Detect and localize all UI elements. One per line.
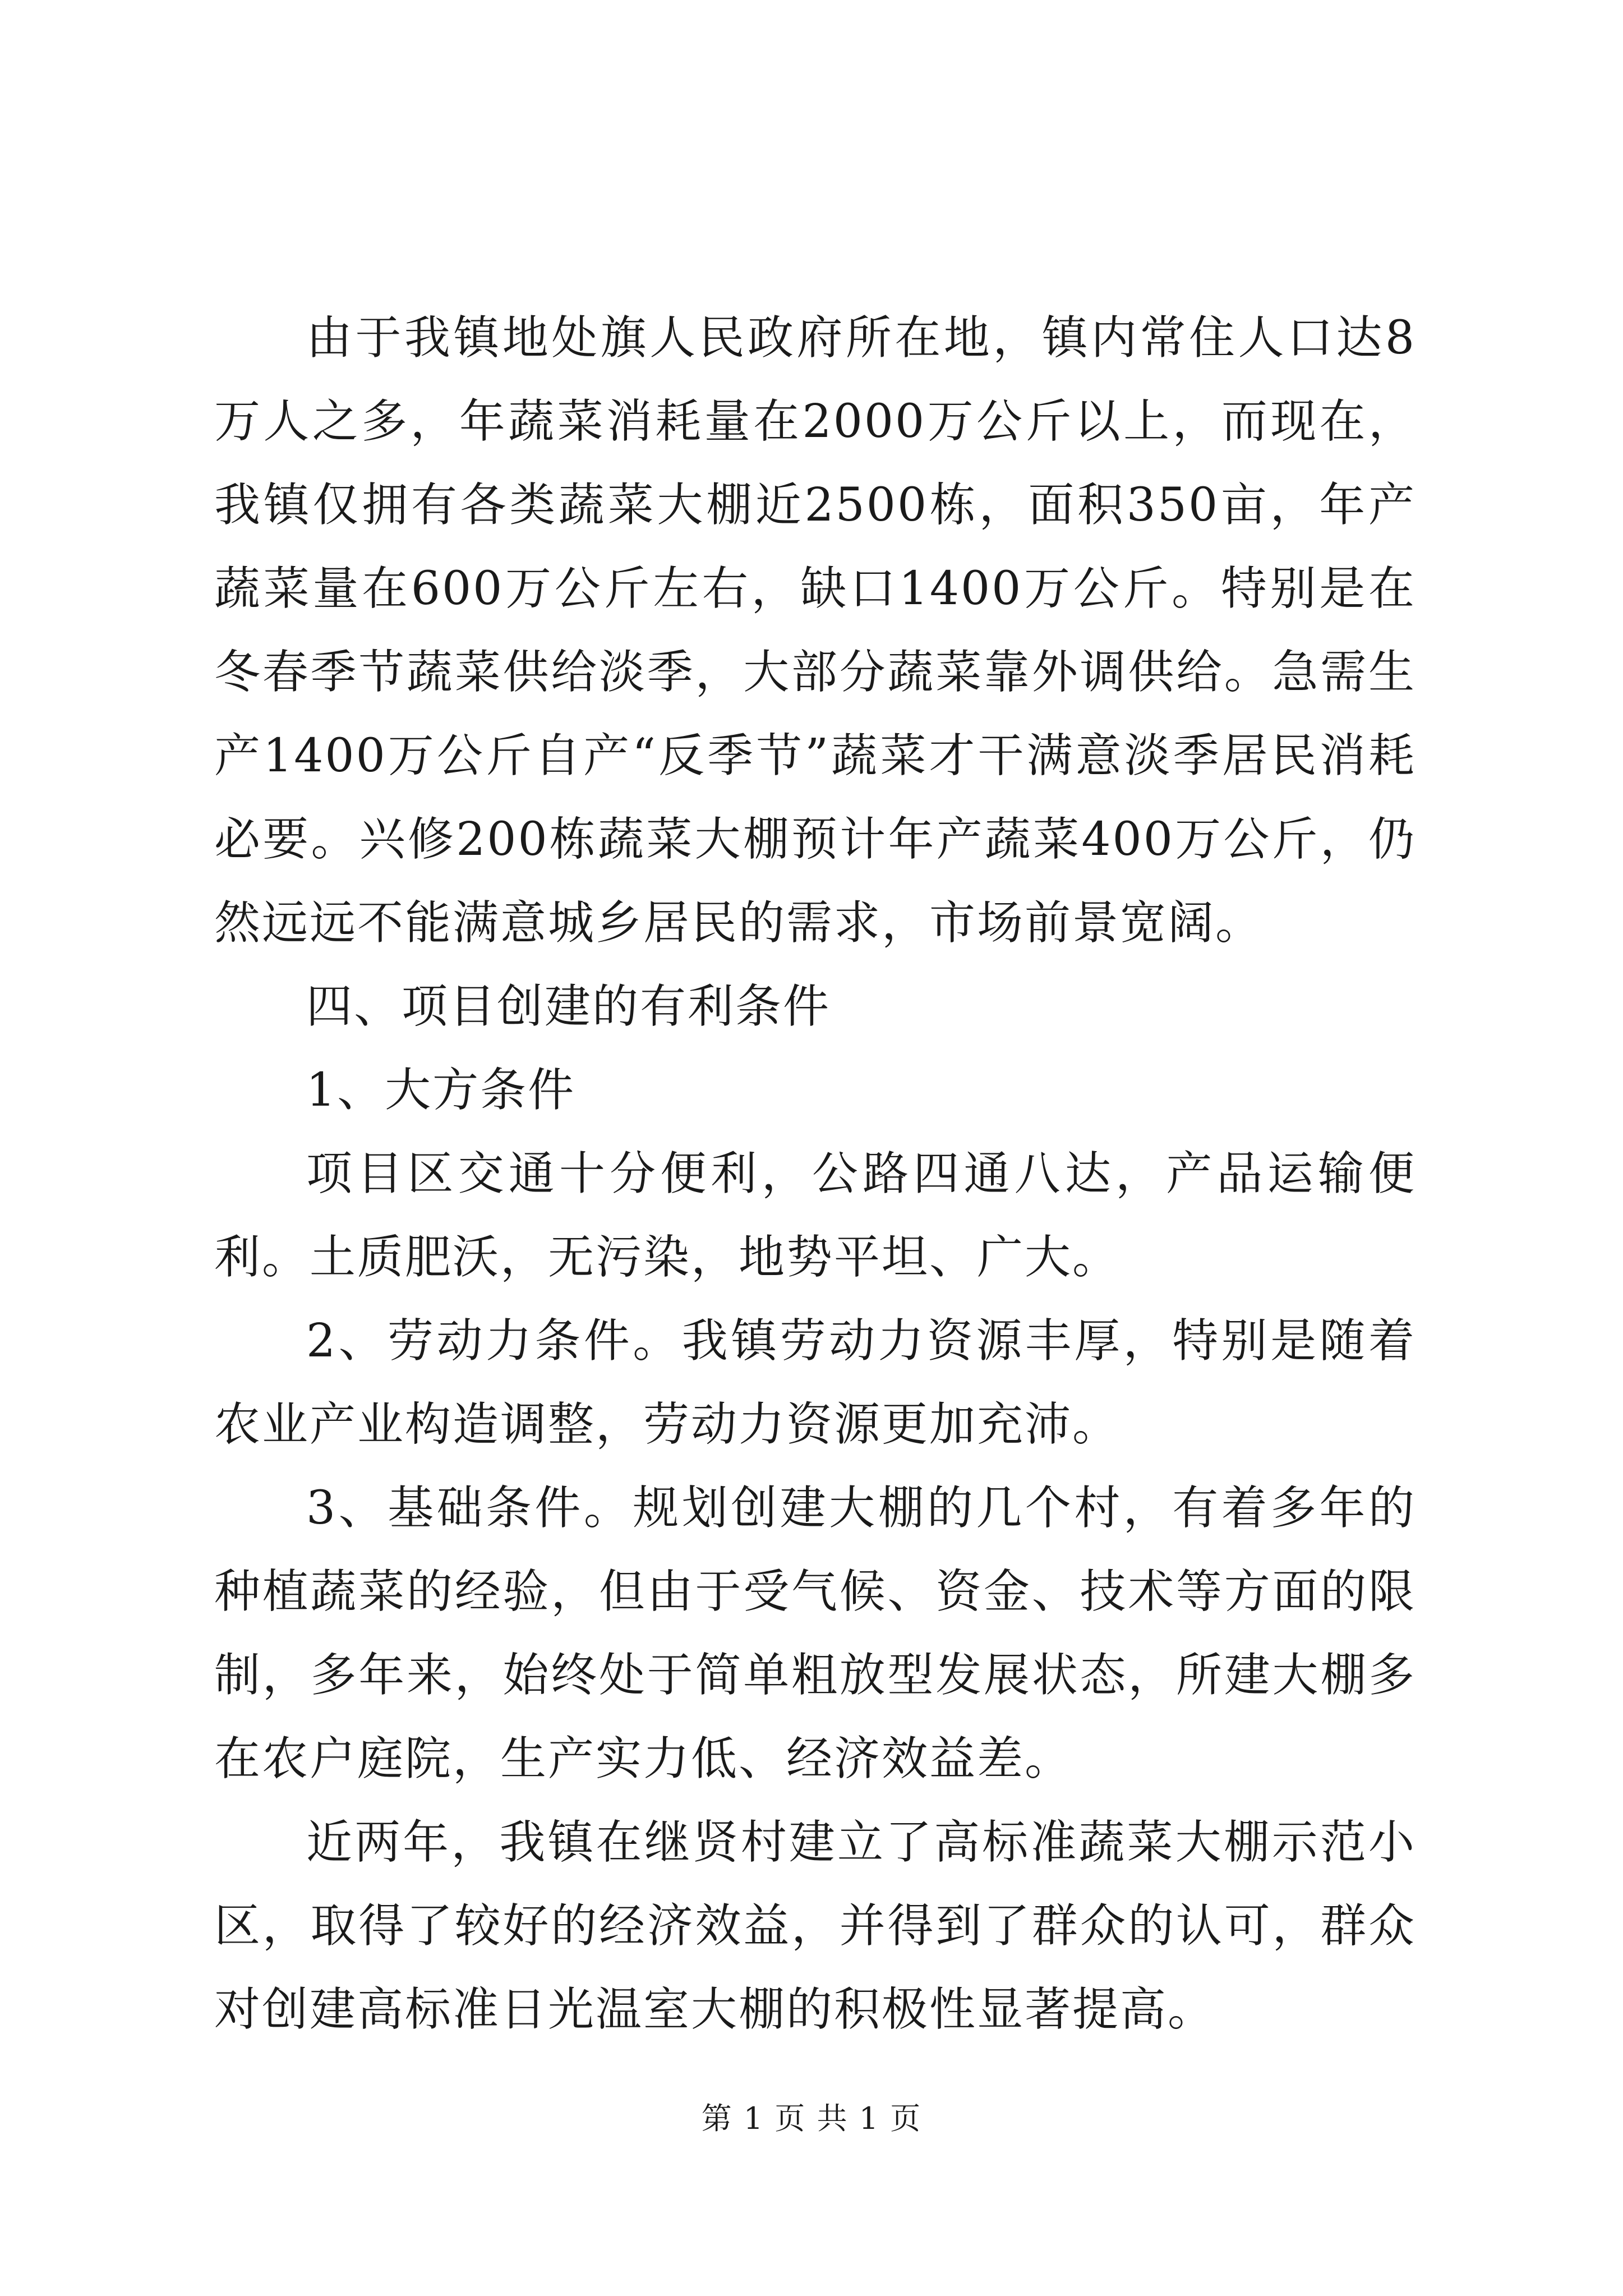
document-body <box>214 296 1416 2051</box>
paragraph-transport-soil: 项目区交通十分便利，公路四通八达，产品运输便利。土质肥沃，无污染，地势平坦、广大。 <box>214 1147 1416 1284</box>
paragraph-market-demand: 由于我镇地处旗人民政府所在地，镇内常住人口达8万人之多，年蔬菜消耗量在2000万公斤以上，而现在，我镇仅拥有各类蔬菜大棚近2500栋，面积350亩，年产蔬菜量在600万公斤左右，缺口1400万公斤。特别是在冬春季节蔬菜供给淡季，大部分蔬菜靠外调供给。急需生产1400万公斤自产“反季节”蔬菜才干满意淡季居民消耗必要。兴修200栋蔬菜大棚预计年产蔬菜400万公斤，仍然远远不能满意城乡居民的需求，市场前景宽阔。 <box>214 311 1416 950</box>
section-heading-favorable-conditions: 四、项目创建的有利条件 <box>306 980 831 1033</box>
paragraph-demonstration-zone: 近两年，我镇在继贤村建立了高标准蔬菜大棚示范小区，取得了较好的经济效益，并得到了群众的认可，群众对创建高标准日光温室大棚的积极性显著提高。 <box>214 1816 1416 2036</box>
paragraph-basic-conditions: 3、基础条件。规划创建大棚的几个村，有着多年的种植蔬菜的经验，但由于受气候、资金、技术等方面的限制，多年来，始终处于简单粗放型发展状态，所建大棚多在农户庭院，生产实力低、经济效益差。 <box>214 1481 1416 1786</box>
page-number-footer: 第 1 页 共 1 页 <box>701 2101 922 2136</box>
subheading-general-conditions: 1、大方条件 <box>306 1064 576 1117</box>
paragraph-labor-conditions: 2、劳动力条件。我镇劳动力资源丰厚，特别是随着农业产业构造调整，劳动力资源更加充沛。 <box>214 1314 1416 1451</box>
